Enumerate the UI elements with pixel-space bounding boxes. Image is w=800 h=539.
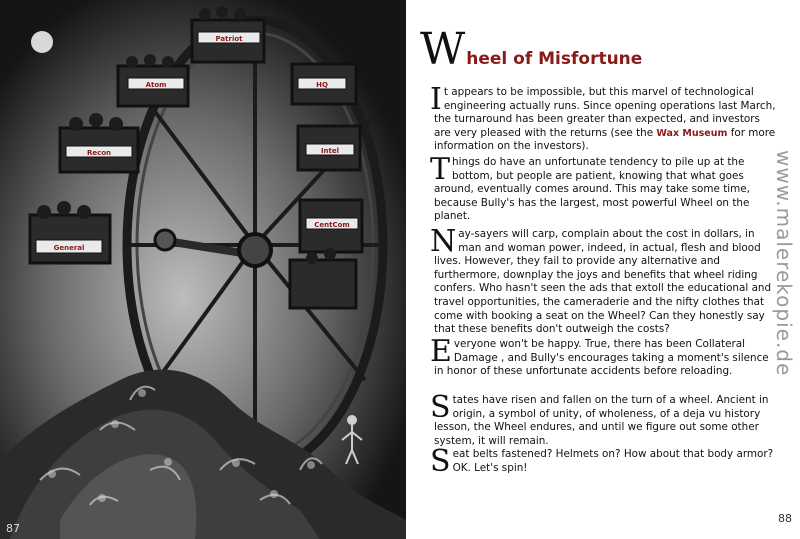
car-label-centcom: CentCom — [314, 221, 350, 229]
drop-cap: S — [430, 444, 451, 479]
wheel-axle — [155, 230, 175, 250]
paragraph-text: eat belts fastened? Helmets on? How about that body armor? OK. Let's spin! — [452, 448, 774, 474]
car-label-recon: Recon — [86, 149, 112, 157]
title-text: heel of Misfortune — [466, 49, 643, 69]
paragraph-5 — [430, 390, 780, 448]
drop-cap: N — [430, 224, 457, 259]
paragraph-2 — [430, 152, 780, 224]
car-label-atom: Atom — [145, 81, 167, 89]
paragraph-6 — [430, 444, 780, 479]
paragraph-text: hings do have an unfortunate tendency to pile up at the bottom, but people are patient, knowing that what goes around, eventually comes around. This may take some time, because Bully's has the largest, most powerful Wheel on the planet. — [434, 156, 750, 223]
page-title — [420, 24, 642, 75]
page-number-right: 88 — [778, 512, 792, 525]
paragraph-1 — [430, 82, 780, 154]
page-number-left: 87 — [6, 522, 20, 535]
paragraph-text: t appears to be impossible, but this marvel of technological engineering actually runs. Since opening operations last March, the turnaround has been greater than expected, and investors are very pleased with the returns (see the — [434, 86, 776, 139]
car-label-hq: HQ — [316, 81, 328, 89]
paragraph-text: veryone won't be happy. True, there has been Collateral Damage , and Bully's encourages taking a moment's silence in honor of these unfortunate accidents before reloading. — [434, 338, 769, 378]
drop-cap: I — [430, 82, 442, 117]
paragraph-text: ay-sayers will carp, complain about the cost in dollars, in man and woman power, indeed, in actual, flesh and blood lives. However, they fail to provide any alternative and furthermore, downplay the joys and benefits that wheel riding confers. Who hasn't seen the ads that extoll the educational and travel opportunities, the cameraderie and the nifty clothes that come with booking a seat on the Wheel? Can they honestly say that these benefits don't outweigh the costs? — [434, 228, 772, 336]
car-label-patriot: Patriot — [215, 35, 243, 43]
drop-cap: S — [430, 390, 451, 425]
car-label-general: General — [53, 244, 85, 252]
text-page — [406, 0, 800, 539]
paragraph-3 — [430, 224, 780, 337]
drop-cap: E — [430, 334, 452, 369]
wax-museum-reference: Wax Museum — [656, 127, 728, 139]
paragraph-4 — [430, 334, 780, 379]
car-label-intel: Intel — [320, 147, 340, 155]
title-drop-cap: W — [420, 24, 466, 75]
paragraph-text: tates have risen and fallen on the turn of a wheel. Ancient in origin, a symbol of unity, of wholeness, of a deja vu history lesson, the Wheel endures, and until we figure out some other system, it will remain. — [434, 394, 769, 447]
wheel-hub — [239, 234, 271, 266]
moon — [31, 31, 53, 53]
drop-cap: T — [430, 152, 451, 187]
watermark: www.malerekopie.de — [772, 150, 796, 377]
paragraph-text: for more information on the investors). — [434, 126, 776, 153]
